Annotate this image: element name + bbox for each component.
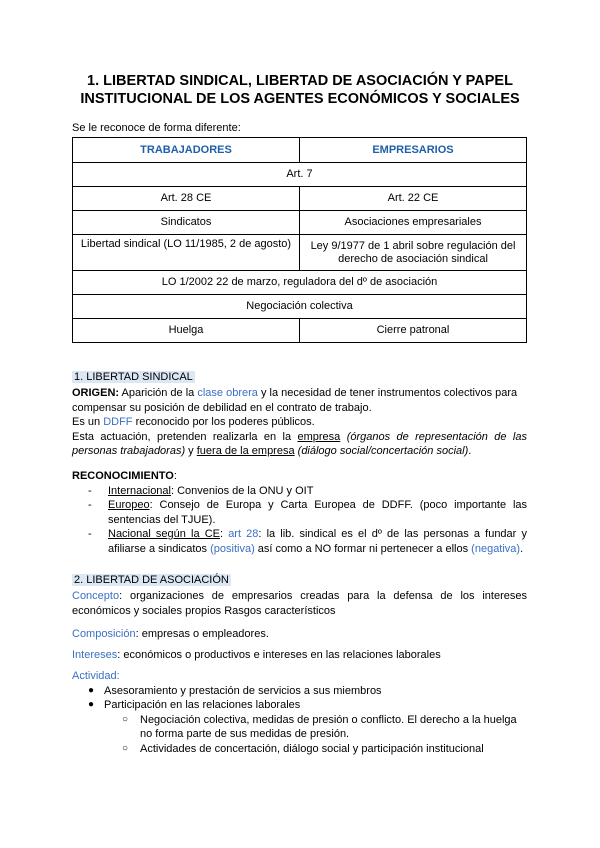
table-header-row [73, 138, 527, 163]
reconocimiento-colon: : [173, 470, 177, 482]
actividad-list [86, 684, 527, 757]
act-text-b: (órganos de representación de las personas trabajadoras) [72, 430, 527, 457]
bullet-marker: ● [88, 684, 95, 696]
origen-paragraph [72, 386, 527, 415]
concepto-label: Concepto [72, 590, 120, 602]
bullet-text: Participación en las relaciones laborales [104, 699, 301, 711]
header-empresarios: EMPRESARIOS [300, 138, 527, 163]
positiva-text: (positiva) [210, 542, 255, 555]
list-item [88, 527, 527, 556]
act-text-c: y [185, 445, 197, 457]
origen-text-a: Aparición de la [119, 387, 198, 399]
title-line-1: 1. LIBERTAD SINDICAL, LIBERTAD DE ASOCIACIÓN Y PAPEL [87, 73, 513, 89]
sub-list-item [104, 713, 527, 742]
bullet-text: Asesoramiento y prestación de servicios a sus miembros [104, 684, 382, 697]
cell-art28: Art. 28 CE [73, 187, 300, 211]
actividad-colon: : [116, 670, 120, 682]
reconocimiento-label: RECONOCIMIENTO [72, 470, 174, 482]
origen-text-b: y la necesidad de tener instrumentos colectivos para compensar su posición de debilidad en el contrato de trabajo. [72, 387, 518, 414]
act-text-a: Esta actuación, pretenden realizarla en la [72, 430, 298, 443]
sub-bullet-text: Negociación colectiva, medidas de presión o conflicto. El derecho a la huelga no forma parte de sus medidas de presión. [140, 713, 517, 740]
act-text-d: (diálogo social/concertación social) [294, 445, 469, 457]
concepto-text: : organizaciones de empresarios creadas para la defensa de los intereses económicos y sociales propios Rasgos característicos [72, 590, 527, 617]
item-label: Nacional según la CE [108, 528, 220, 540]
nacional-colon: : [220, 528, 229, 540]
item-text: : Consejo de Europa y Carta Europea de DDFF. (poco importante las sentencias del TJUE). [108, 499, 527, 526]
table-row [73, 187, 527, 211]
cell-cierre: Cierre patronal [300, 319, 527, 343]
item-label: Europeo [108, 499, 150, 511]
item-text: : Convenios de la ONU y OIT [171, 484, 314, 497]
section1-heading: 1. LIBERTAD SINDICAL [74, 371, 193, 383]
act-fuera: fuera de la empresa [196, 445, 295, 457]
origen-label: ORIGEN: [72, 387, 120, 399]
list-item [88, 484, 527, 499]
concepto-paragraph [72, 589, 527, 618]
nacional-text-b: así como a NO formar ni pertenecer a ellos [254, 542, 472, 555]
negativa-text: (negativa) [471, 542, 521, 555]
header-trabajadores: TRABAJADORES [73, 138, 300, 163]
section1-body [72, 386, 527, 459]
reconocimiento-block [72, 469, 527, 556]
cell-asociaciones: Asociaciones empresariales [300, 211, 527, 235]
table-row [73, 235, 527, 271]
clase-obrera-link: clase obrera [197, 387, 258, 399]
dash-marker: - [88, 499, 92, 511]
act-empresa: empresa [297, 430, 341, 443]
ddff-link: DDFF [103, 416, 133, 428]
actividad-heading [72, 669, 527, 684]
act-text-e: . [468, 445, 472, 457]
table-row [73, 211, 527, 235]
table-row [73, 295, 527, 319]
sub-list-item [104, 742, 527, 757]
sub-bullet-marker: ○ [122, 713, 129, 725]
comparison-table [72, 137, 527, 343]
dash-marker: - [88, 484, 92, 497]
cell-ley9: Ley 9/1977 de 1 abril sobre regulación del derecho de asociación sindical [300, 235, 527, 271]
sub-bullet-text: Actividades de concertación, diálogo social y participación institucional [140, 742, 484, 755]
nacional-text-a: : la lib. sindical es el dº de las personas a fundar y afiliarse a sindicatos [108, 528, 527, 555]
section2-heading: 2. LIBERTAD DE ASOCIACIÓN [74, 574, 229, 586]
sub-bullet-marker: ○ [122, 742, 129, 754]
intereses-label: Intereses [72, 649, 118, 661]
page-title [60, 72, 540, 108]
art28-link: art 28 [228, 528, 259, 540]
cell-lo1: LO 1/2002 22 de marzo, reguladora del dº de asociación [73, 271, 527, 295]
cell-negociacion: Negociación colectiva [73, 295, 527, 319]
actividad-label: Actividad [72, 670, 117, 682]
list-item [86, 684, 527, 699]
reconocimiento-heading [72, 469, 527, 484]
cell-art7: Art. 7 [73, 163, 527, 187]
intereses-text: : económicos o productivos e intereses en las relaciones laborales [117, 649, 441, 661]
nacional-text-c: . [520, 542, 524, 555]
composicion-label: Composición [72, 628, 136, 640]
composicion-paragraph [72, 627, 527, 642]
cell-art22: Art. 22 CE [300, 187, 527, 211]
bullet-marker: ● [88, 699, 95, 710]
cell-lo11: Libertad sindical (LO 11/1985, 2 de agosto) [73, 235, 300, 271]
cell-huelga: Huelga [73, 319, 300, 343]
item-label: Internacional [108, 484, 171, 497]
dash-marker: - [88, 528, 92, 540]
table-row [73, 271, 527, 295]
list-item [88, 498, 527, 527]
actividad-block [72, 669, 527, 756]
list-item [86, 698, 527, 756]
ddff-text-b: reconocido por los poderes públicos. [132, 416, 315, 428]
cell-sindicatos: Sindicatos [73, 211, 300, 235]
title-line-2: INSTITUCIONAL DE LOS AGENTES ECONÓMICOS Y SOCIALES [80, 91, 520, 107]
ddff-text-a: Es un [72, 416, 104, 428]
sub-list [104, 713, 527, 757]
reconocimiento-list [88, 484, 527, 557]
intereses-paragraph [72, 648, 527, 663]
ddff-paragraph [72, 415, 527, 430]
table-row [73, 319, 527, 343]
intro-text: Se le reconoce de forma diferente: [72, 122, 241, 134]
actuacion-paragraph [72, 430, 527, 459]
composicion-text: : empresas o empleadores. [135, 628, 269, 640]
table-row [73, 163, 527, 187]
